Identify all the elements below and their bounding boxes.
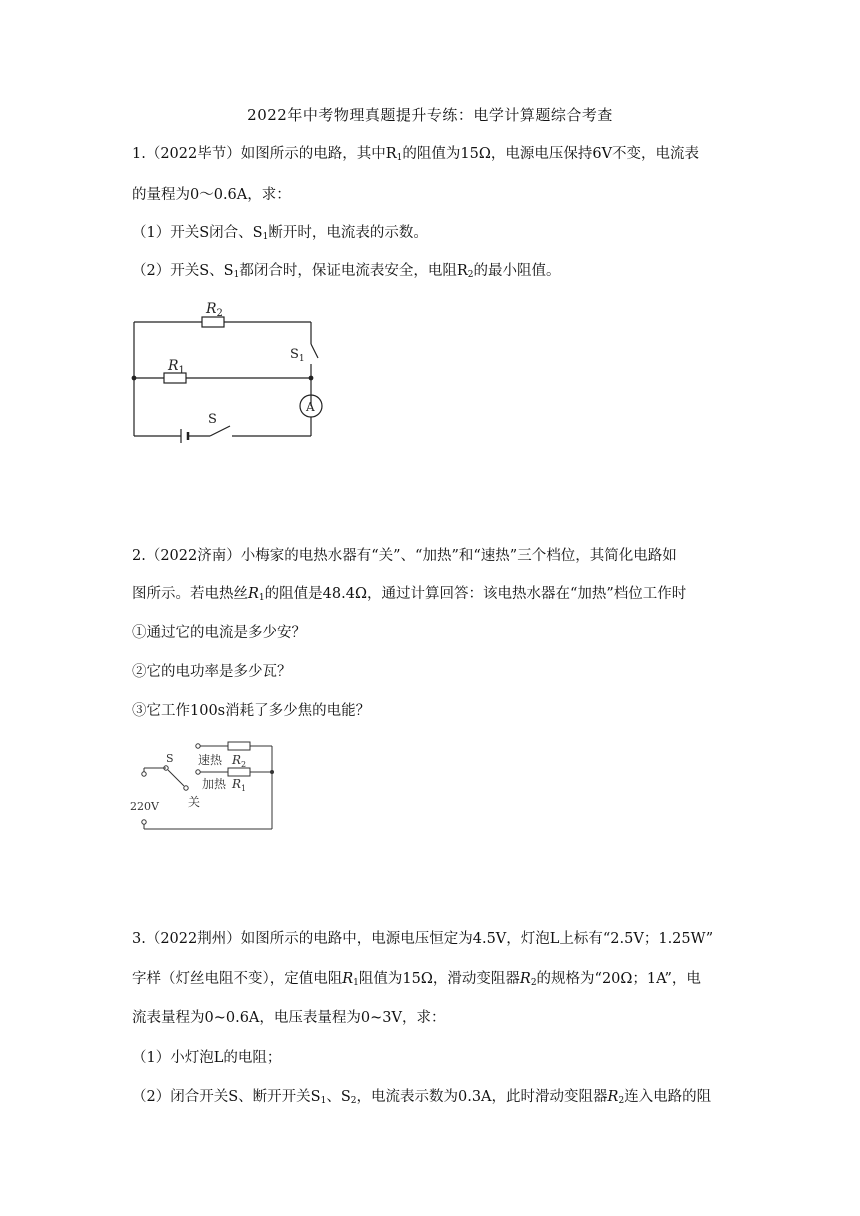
q3-part1: （1）小灯泡L的电阻； bbox=[132, 1050, 282, 1066]
q2-r1-label: $R_1$ bbox=[232, 777, 247, 793]
q2-voltage-label: 220V bbox=[130, 800, 159, 813]
q3-stem-line3: 流表量程为0~0.6A，电压表量程为0~3V，求： bbox=[132, 1010, 446, 1026]
q3-stem-line1: 3.（2022荆州）如图所示的电路中，电源电压恒定为4.5V，灯泡L上标有“2.5V；1.25W” bbox=[132, 931, 714, 947]
q1-stem-line1: 1.（2022毕节）如图所示的电路，其中$R_1$的阻值为15Ω，电源电压保持6V不变，电流表 bbox=[132, 146, 700, 163]
q2-circuit-diagram bbox=[128, 738, 278, 833]
q1-ammeter-label: A bbox=[306, 400, 315, 414]
q2-fast-label: 速热 bbox=[198, 753, 223, 767]
q2-off-label: 关 bbox=[188, 795, 201, 809]
q2-item-1: ①通过它的电流是多少安？ bbox=[132, 625, 306, 641]
q3-part2: （2）闭合开关S、断开开关$S_1$、$S_2$，电流表示数为0.3A，此时滑动变阻器$R_2$连入电路的阻 bbox=[132, 1089, 712, 1106]
q2-r2-label: $R_2$ bbox=[232, 753, 247, 769]
document-title: 2022年中考物理真题提升专练：电学计算题综合考查 bbox=[247, 106, 613, 124]
q1-r2-label: $R_2$ bbox=[206, 301, 223, 319]
q1-part2: （2）开关S、$S_1$都闭合时，保证电流表安全，电阻$R_2$的最小阻值。 bbox=[132, 263, 561, 280]
q2-item-3: ③它工作100s消耗了多少焦的电能？ bbox=[132, 703, 371, 719]
q1-stem-line2: 的量程为0～0.6A，求： bbox=[132, 187, 291, 203]
q2-item-2: ②它的电功率是多少瓦？ bbox=[132, 664, 292, 680]
q1-s1-label: $S_1$ bbox=[290, 347, 305, 364]
q2-stem-line1: 2.（2022济南）小梅家的电热水器有“关”、“加热”和“速热”三个档位，其简化电路如 bbox=[132, 548, 677, 564]
q2-s-label: S bbox=[166, 752, 174, 765]
q2-stem-line2: 图所示。若电热丝$R_1$的阻值是48.4Ω，通过计算回答：该电热水器在“加热”档位工作时 bbox=[132, 586, 687, 603]
q1-circuit-diagram bbox=[126, 296, 336, 446]
q1-r1-label: $R_1$ bbox=[168, 358, 185, 376]
q3-stem-line2: 字样（灯丝电阻不变），定值电阻$R_1$阻值为15Ω，滑动变阻器$R_2$的规格为“20Ω；1A”，电 bbox=[132, 971, 701, 988]
q2-heat-label: 加热 bbox=[202, 777, 227, 791]
q1-s-label: S bbox=[208, 412, 217, 427]
q1-part1: （1）开关S闭合、$S_1$断开时，电流表的示数。 bbox=[132, 225, 428, 242]
